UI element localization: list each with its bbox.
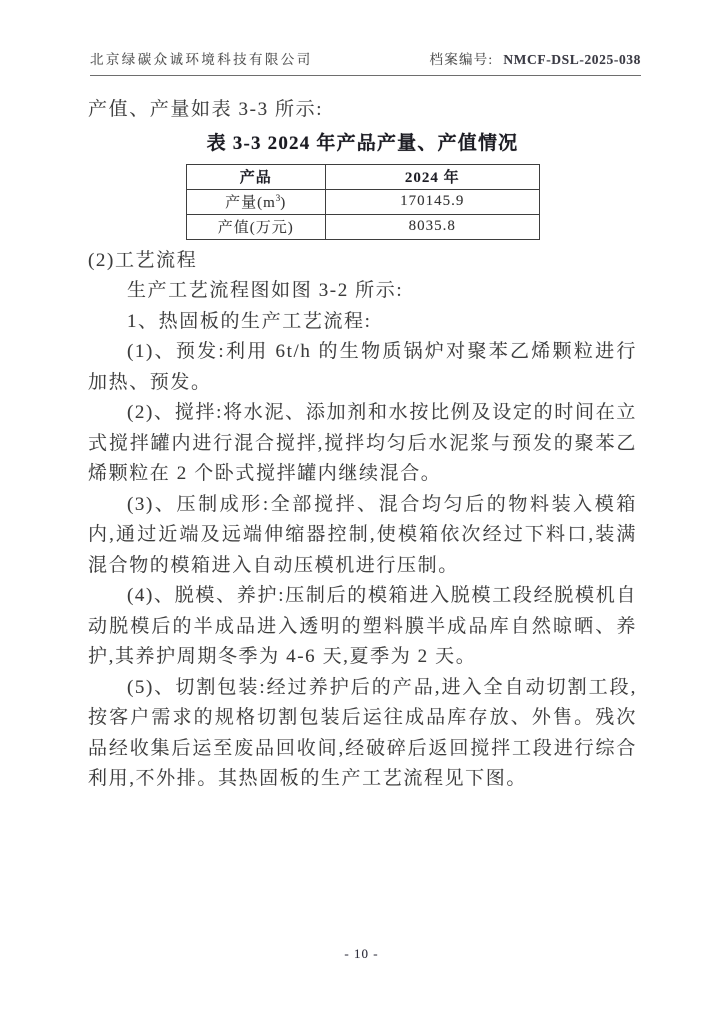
- page-number: - 10 -: [344, 946, 379, 961]
- paragraph-step1-prefoaming: (1)、预发:利用 6t/h 的生物质锅炉对聚苯乙烯颗粒进行加热、预发。: [88, 341, 637, 393]
- row-label-output-value: 产值(万元): [186, 214, 325, 239]
- intro-paragraph: 产值、产量如表 3-3 所示:: [88, 99, 324, 120]
- superscript-3: 3: [275, 193, 281, 203]
- company-name: 北京绿碳众诚环境科技有限公司: [90, 52, 313, 67]
- archive-label: 档案编号:: [429, 52, 494, 67]
- table-row-output: [186, 189, 539, 214]
- paragraph-process-flow-heading: (2)工艺流程: [88, 249, 198, 271]
- row-label-output-volume: [186, 189, 325, 214]
- paragraph-step3-pressing: (3)、压制成形:全部搅拌、混合均匀后的物料装入模箱内,通过近端及远端伸缩器控制,使模箱依次经过下料口,装满混合物的模箱进入自动压模机进行压制。: [88, 493, 637, 576]
- body-paragraphs: [88, 246, 637, 795]
- paragraph-step2-mixing: (2)、搅拌:将水泥、添加剂和水按比例及设定的时间在立式搅拌罐内进行混合搅拌,搅拌均匀后水泥浆与预发的聚苯乙烯颗粒在 2 个卧式搅拌罐内继续混合。: [88, 402, 637, 484]
- paragraph-board-process-heading: 1、热固板的生产工艺流程:: [126, 310, 372, 332]
- table-row-output-value: [186, 214, 539, 239]
- archive-number-value: NMCF-DSL-2025-038: [503, 52, 641, 67]
- table-header-row: [186, 164, 539, 189]
- page-footer: [0, 946, 723, 962]
- paragraph-step4-demolding-curing: (4)、脱模、养护:压制后的模箱进入脱模工段经脱模机自动脱模后的半成品进入透明的塑料膜半成品库自然晾晒、养护,其养护周期冬季为 4-6 天,夏季为 2 天。: [88, 585, 637, 667]
- paragraph-step5-cutting-packing: (5)、切割包装:经过养护后的产品,进入全自动切割工段,按客户需求的规格切割包装后运往成品库存放、外售。残次品经收集后运至废品回收间,经破碎后返回搅拌工段进行综合利用,不外排。其热固板的生产工艺流程见下图。: [88, 676, 637, 789]
- table-title: 表 3-3 2024 年产品产量、产值情况: [206, 132, 519, 154]
- page-header: [90, 48, 641, 76]
- archive-number-block: [430, 48, 641, 68]
- row-label-part: 产量(m: [225, 195, 276, 211]
- document-content: [88, 95, 637, 795]
- paragraph-flow-diagram-ref: 生产工艺流程图如图 3-2 所示:: [126, 280, 404, 301]
- table-header-year-2024: 2024 年: [325, 164, 539, 189]
- table-header-product: 产品: [186, 164, 325, 189]
- row-value-output-volume: 170145.9: [325, 189, 539, 214]
- row-value-output-value: 8035.8: [325, 214, 539, 239]
- row-label-part: ): [280, 195, 287, 211]
- production-output-table: [186, 164, 540, 240]
